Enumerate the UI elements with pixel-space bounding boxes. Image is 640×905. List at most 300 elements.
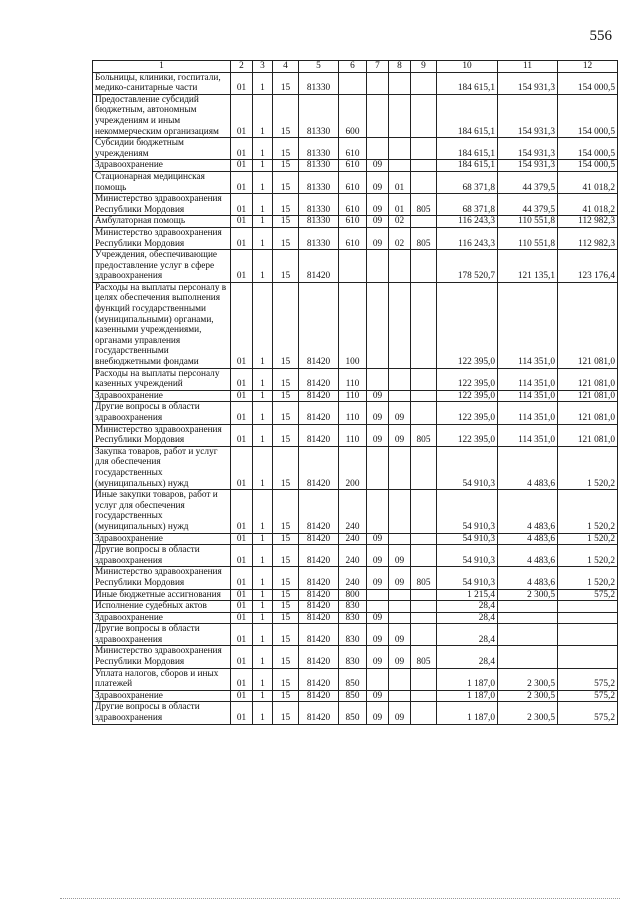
code-col-6: 830 <box>339 624 367 646</box>
code-col-7: 09 <box>367 612 389 624</box>
code-col-9: 805 <box>411 194 437 216</box>
code-col-6: 240 <box>339 490 367 533</box>
code-col-8 <box>389 138 411 160</box>
code-col-8: 09 <box>389 702 411 724</box>
code-col-3: 1 <box>253 601 273 613</box>
name-cell: Здравоохранение <box>93 390 231 402</box>
code-col-5: 81330 <box>299 171 339 193</box>
code-col-4: 15 <box>273 402 299 424</box>
name-cell: Иные закупки товаров, работ и услуг для обеспечения государственных (муниципальных) нужд <box>93 490 231 533</box>
code-col-2: 01 <box>231 668 253 690</box>
amount-col-12: 154 000,5 <box>558 94 618 137</box>
code-col-5: 81420 <box>299 668 339 690</box>
code-col-7: 09 <box>367 690 389 702</box>
amount-col-12: 154 000,5 <box>558 160 618 172</box>
code-col-5: 81420 <box>299 690 339 702</box>
code-col-5: 81420 <box>299 446 339 489</box>
amount-col-11: 4 483,6 <box>498 545 558 567</box>
amount-col-12 <box>558 624 618 646</box>
code-col-6: 200 <box>339 446 367 489</box>
column-header-10: 10 <box>437 61 498 73</box>
code-col-8: 09 <box>389 402 411 424</box>
amount-col-10: 178 520,7 <box>437 250 498 283</box>
amount-col-11: 4 483,6 <box>498 490 558 533</box>
name-cell: Другие вопросы в области здравоохранения <box>93 624 231 646</box>
amount-col-10: 1 187,0 <box>437 690 498 702</box>
code-col-9 <box>411 72 437 94</box>
amount-col-11 <box>498 646 558 668</box>
code-col-9 <box>411 216 437 228</box>
code-col-3: 1 <box>253 612 273 624</box>
code-col-4: 15 <box>273 668 299 690</box>
table-row <box>93 138 618 160</box>
code-col-3: 1 <box>253 402 273 424</box>
code-col-9: 805 <box>411 646 437 668</box>
code-col-3: 1 <box>253 646 273 668</box>
code-col-2: 01 <box>231 702 253 724</box>
code-col-7: 09 <box>367 390 389 402</box>
code-col-2: 01 <box>231 94 253 137</box>
amount-col-10: 54 910,3 <box>437 490 498 533</box>
code-col-5: 81420 <box>299 612 339 624</box>
amount-col-10: 184 615,1 <box>437 72 498 94</box>
code-col-5: 81420 <box>299 282 339 368</box>
amount-col-11: 110 551,8 <box>498 227 558 249</box>
code-col-3: 1 <box>253 589 273 601</box>
code-col-2: 01 <box>231 227 253 249</box>
amount-col-10: 28,4 <box>437 601 498 613</box>
code-col-9 <box>411 702 437 724</box>
name-cell: Здравоохранение <box>93 160 231 172</box>
table-row <box>93 545 618 567</box>
code-col-3: 1 <box>253 368 273 390</box>
code-col-2: 01 <box>231 216 253 228</box>
amount-col-12: 121 081,0 <box>558 390 618 402</box>
code-col-6: 240 <box>339 545 367 567</box>
code-col-5: 81420 <box>299 567 339 589</box>
code-col-5: 81420 <box>299 589 339 601</box>
amount-col-11: 4 483,6 <box>498 533 558 545</box>
table-row <box>93 490 618 533</box>
code-col-4: 15 <box>273 612 299 624</box>
amount-col-12: 154 000,5 <box>558 72 618 94</box>
code-col-5: 81420 <box>299 702 339 724</box>
amount-col-11: 114 351,0 <box>498 282 558 368</box>
code-col-7: 09 <box>367 545 389 567</box>
amount-col-12: 1 520,2 <box>558 446 618 489</box>
amount-col-11: 154 931,3 <box>498 138 558 160</box>
code-col-5: 81420 <box>299 402 339 424</box>
amount-col-10: 28,4 <box>437 646 498 668</box>
amount-col-11: 154 931,3 <box>498 160 558 172</box>
code-col-5: 81330 <box>299 194 339 216</box>
code-col-9: 805 <box>411 567 437 589</box>
column-header-2: 2 <box>231 61 253 73</box>
amount-col-10: 54 910,3 <box>437 567 498 589</box>
amount-col-11 <box>498 601 558 613</box>
code-col-5: 81330 <box>299 138 339 160</box>
code-col-4: 15 <box>273 194 299 216</box>
code-col-2: 01 <box>231 282 253 368</box>
amount-col-10: 28,4 <box>437 612 498 624</box>
code-col-3: 1 <box>253 702 273 724</box>
amount-col-10: 54 910,3 <box>437 446 498 489</box>
code-col-2: 01 <box>231 646 253 668</box>
code-col-5: 81330 <box>299 160 339 172</box>
table-row <box>93 646 618 668</box>
amount-col-10: 184 615,1 <box>437 160 498 172</box>
amount-col-10: 1 215,4 <box>437 589 498 601</box>
code-col-4: 15 <box>273 216 299 228</box>
code-col-6: 110 <box>339 402 367 424</box>
name-cell: Другие вопросы в области здравоохранения <box>93 702 231 724</box>
name-cell: Исполнение судебных актов <box>93 601 231 613</box>
code-col-7: 09 <box>367 171 389 193</box>
code-col-6: 610 <box>339 138 367 160</box>
name-cell: Здравоохранение <box>93 612 231 624</box>
amount-col-10: 122 395,0 <box>437 368 498 390</box>
code-col-5: 81330 <box>299 72 339 94</box>
table-row <box>93 227 618 249</box>
amount-col-10: 54 910,3 <box>437 545 498 567</box>
code-col-7 <box>367 138 389 160</box>
code-col-5: 81420 <box>299 545 339 567</box>
amount-col-12: 121 081,0 <box>558 402 618 424</box>
amount-col-12 <box>558 601 618 613</box>
code-col-4: 15 <box>273 601 299 613</box>
table-row <box>93 402 618 424</box>
code-col-8: 02 <box>389 227 411 249</box>
code-col-4: 15 <box>273 646 299 668</box>
name-cell: Расходы на выплаты персоналу казенных учреждений <box>93 368 231 390</box>
budget-table <box>92 60 618 725</box>
table-row <box>93 216 618 228</box>
code-col-4: 15 <box>273 160 299 172</box>
code-col-3: 1 <box>253 690 273 702</box>
code-col-5: 81420 <box>299 646 339 668</box>
code-col-9 <box>411 171 437 193</box>
amount-col-11: 154 931,3 <box>498 94 558 137</box>
code-col-6: 110 <box>339 390 367 402</box>
code-col-2: 01 <box>231 171 253 193</box>
table-row <box>93 171 618 193</box>
name-cell: Расходы на выплаты персоналу в целях обеспечения выполнения функций государственными (муниципальными) органами, казенными учреждениями, органами управления государственными внебюджетными фондами <box>93 282 231 368</box>
code-col-9 <box>411 533 437 545</box>
amount-col-12: 41 018,2 <box>558 194 618 216</box>
name-cell: Закупка товаров, работ и услуг для обеспечения государственных (муниципальных) нужд <box>93 446 231 489</box>
code-col-8: 01 <box>389 171 411 193</box>
code-col-6: 830 <box>339 601 367 613</box>
code-col-7: 09 <box>367 424 389 446</box>
code-col-2: 01 <box>231 601 253 613</box>
code-col-8 <box>389 690 411 702</box>
amount-col-10: 122 395,0 <box>437 390 498 402</box>
code-col-2: 01 <box>231 612 253 624</box>
code-col-6: 240 <box>339 533 367 545</box>
amount-col-12: 121 081,0 <box>558 424 618 446</box>
table-header-row <box>93 61 618 73</box>
code-col-8 <box>389 72 411 94</box>
column-header-4: 4 <box>273 61 299 73</box>
amount-col-12: 1 520,2 <box>558 533 618 545</box>
name-cell: Министерство здравоохранения Республики Мордовия <box>93 227 231 249</box>
code-col-4: 15 <box>273 490 299 533</box>
amount-col-12: 112 982,3 <box>558 216 618 228</box>
name-cell: Министерство здравоохранения Республики Мордовия <box>93 646 231 668</box>
code-col-3: 1 <box>253 160 273 172</box>
table-row <box>93 446 618 489</box>
code-col-7 <box>367 490 389 533</box>
code-col-9 <box>411 368 437 390</box>
code-col-7 <box>367 446 389 489</box>
amount-col-10: 1 187,0 <box>437 702 498 724</box>
amount-col-11: 2 300,5 <box>498 589 558 601</box>
code-col-6: 850 <box>339 702 367 724</box>
code-col-4: 15 <box>273 390 299 402</box>
code-col-8 <box>389 490 411 533</box>
amount-col-12: 575,2 <box>558 589 618 601</box>
amount-col-10: 28,4 <box>437 624 498 646</box>
table-row <box>93 390 618 402</box>
code-col-3: 1 <box>253 171 273 193</box>
name-cell: Уплата налогов, сборов и иных платежей <box>93 668 231 690</box>
amount-col-11: 2 300,5 <box>498 702 558 724</box>
column-header-12: 12 <box>558 61 618 73</box>
code-col-8: 09 <box>389 646 411 668</box>
code-col-7: 09 <box>367 624 389 646</box>
code-col-3: 1 <box>253 446 273 489</box>
column-header-11: 11 <box>498 61 558 73</box>
table-row <box>93 94 618 137</box>
amount-col-12: 575,2 <box>558 702 618 724</box>
amount-col-12: 41 018,2 <box>558 171 618 193</box>
amount-col-11: 2 300,5 <box>498 690 558 702</box>
column-header-3: 3 <box>253 61 273 73</box>
code-col-9 <box>411 250 437 283</box>
code-col-7 <box>367 601 389 613</box>
footer-rule <box>60 898 620 899</box>
amount-col-11: 110 551,8 <box>498 216 558 228</box>
code-col-8: 09 <box>389 545 411 567</box>
code-col-7: 09 <box>367 567 389 589</box>
table-row <box>93 624 618 646</box>
table-row <box>93 533 618 545</box>
code-col-3: 1 <box>253 138 273 160</box>
table-row <box>93 612 618 624</box>
amount-col-12: 575,2 <box>558 668 618 690</box>
code-col-7 <box>367 282 389 368</box>
amount-col-10: 68 371,8 <box>437 194 498 216</box>
code-col-4: 15 <box>273 446 299 489</box>
code-col-8: 02 <box>389 216 411 228</box>
code-col-4: 15 <box>273 624 299 646</box>
name-cell: Другие вопросы в области здравоохранения <box>93 402 231 424</box>
code-col-9 <box>411 612 437 624</box>
code-col-9 <box>411 545 437 567</box>
code-col-7: 09 <box>367 194 389 216</box>
code-col-3: 1 <box>253 94 273 137</box>
amount-col-12: 575,2 <box>558 690 618 702</box>
amount-col-11: 44 379,5 <box>498 194 558 216</box>
name-cell: Амбулаторная помощь <box>93 216 231 228</box>
amount-col-10: 122 395,0 <box>437 282 498 368</box>
code-col-4: 15 <box>273 72 299 94</box>
code-col-5: 81330 <box>299 227 339 249</box>
code-col-6 <box>339 250 367 283</box>
amount-col-10: 1 187,0 <box>437 668 498 690</box>
code-col-2: 01 <box>231 138 253 160</box>
code-col-8 <box>389 668 411 690</box>
amount-col-12: 154 000,5 <box>558 138 618 160</box>
table-row <box>93 424 618 446</box>
amount-col-12 <box>558 646 618 668</box>
code-col-6: 110 <box>339 368 367 390</box>
code-col-9 <box>411 282 437 368</box>
code-col-8 <box>389 390 411 402</box>
code-col-8 <box>389 160 411 172</box>
code-col-3: 1 <box>253 250 273 283</box>
code-col-2: 01 <box>231 160 253 172</box>
code-col-7 <box>367 94 389 137</box>
code-col-2: 01 <box>231 368 253 390</box>
code-col-8 <box>389 94 411 137</box>
code-col-8 <box>389 612 411 624</box>
code-col-9 <box>411 490 437 533</box>
code-col-6: 800 <box>339 589 367 601</box>
code-col-8: 09 <box>389 624 411 646</box>
code-col-5: 81420 <box>299 624 339 646</box>
name-cell: Министерство здравоохранения Республики Мордовия <box>93 194 231 216</box>
amount-col-10: 54 910,3 <box>437 533 498 545</box>
code-col-2: 01 <box>231 567 253 589</box>
column-header-7: 7 <box>367 61 389 73</box>
column-header-6: 6 <box>339 61 367 73</box>
code-col-2: 01 <box>231 402 253 424</box>
code-col-4: 15 <box>273 250 299 283</box>
column-header-8: 8 <box>389 61 411 73</box>
code-col-4: 15 <box>273 545 299 567</box>
code-col-3: 1 <box>253 194 273 216</box>
amount-col-12: 123 176,4 <box>558 250 618 283</box>
code-col-6 <box>339 72 367 94</box>
code-col-9 <box>411 138 437 160</box>
code-col-6: 110 <box>339 424 367 446</box>
code-col-7 <box>367 589 389 601</box>
code-col-9 <box>411 390 437 402</box>
code-col-5: 81330 <box>299 216 339 228</box>
code-col-5: 81420 <box>299 368 339 390</box>
code-col-8 <box>389 282 411 368</box>
table-row <box>93 690 618 702</box>
code-col-9 <box>411 690 437 702</box>
column-header-5: 5 <box>299 61 339 73</box>
code-col-6: 240 <box>339 567 367 589</box>
code-col-2: 01 <box>231 250 253 283</box>
code-col-2: 01 <box>231 72 253 94</box>
code-col-9: 805 <box>411 424 437 446</box>
code-col-8: 09 <box>389 424 411 446</box>
table-row <box>93 567 618 589</box>
table-row <box>93 282 618 368</box>
amount-col-12: 1 520,2 <box>558 545 618 567</box>
code-col-4: 15 <box>273 171 299 193</box>
amount-col-11: 114 351,0 <box>498 390 558 402</box>
code-col-6: 610 <box>339 194 367 216</box>
amount-col-12: 112 982,3 <box>558 227 618 249</box>
code-col-8 <box>389 533 411 545</box>
name-cell: Иные бюджетные ассигнования <box>93 589 231 601</box>
amount-col-11: 114 351,0 <box>498 402 558 424</box>
code-col-7 <box>367 668 389 690</box>
code-col-3: 1 <box>253 72 273 94</box>
code-col-6: 610 <box>339 160 367 172</box>
code-col-4: 15 <box>273 138 299 160</box>
code-col-6: 600 <box>339 94 367 137</box>
code-col-6: 850 <box>339 668 367 690</box>
name-cell: Предоставление субсидий бюджетным, автономным учреждениям и иным некоммерческим организациям <box>93 94 231 137</box>
code-col-3: 1 <box>253 668 273 690</box>
code-col-4: 15 <box>273 702 299 724</box>
code-col-4: 15 <box>273 589 299 601</box>
code-col-8 <box>389 368 411 390</box>
code-col-8 <box>389 589 411 601</box>
code-col-6: 850 <box>339 690 367 702</box>
amount-col-11: 2 300,5 <box>498 668 558 690</box>
amount-col-11: 44 379,5 <box>498 171 558 193</box>
table-row <box>93 368 618 390</box>
code-col-5: 81420 <box>299 490 339 533</box>
code-col-3: 1 <box>253 282 273 368</box>
amount-col-10: 116 243,3 <box>437 216 498 228</box>
amount-col-11: 154 931,3 <box>498 72 558 94</box>
code-col-7: 09 <box>367 227 389 249</box>
name-cell: Субсидии бюджетным учреждениям <box>93 138 231 160</box>
code-col-9 <box>411 94 437 137</box>
code-col-2: 01 <box>231 446 253 489</box>
name-cell: Здравоохранение <box>93 533 231 545</box>
code-col-5: 81420 <box>299 424 339 446</box>
code-col-5: 81420 <box>299 533 339 545</box>
code-col-8 <box>389 250 411 283</box>
code-col-7 <box>367 368 389 390</box>
code-col-4: 15 <box>273 533 299 545</box>
code-col-4: 15 <box>273 368 299 390</box>
code-col-2: 01 <box>231 533 253 545</box>
table-row <box>93 601 618 613</box>
name-cell: Больницы, клиники, госпитали, медико-санитарные части <box>93 72 231 94</box>
amount-col-11: 114 351,0 <box>498 424 558 446</box>
code-col-9 <box>411 402 437 424</box>
code-col-7: 09 <box>367 646 389 668</box>
table-row <box>93 589 618 601</box>
code-col-4: 15 <box>273 282 299 368</box>
amount-col-10: 122 395,0 <box>437 402 498 424</box>
code-col-6: 830 <box>339 646 367 668</box>
table-row <box>93 160 618 172</box>
code-col-2: 01 <box>231 424 253 446</box>
code-col-6: 100 <box>339 282 367 368</box>
name-cell: Другие вопросы в области здравоохранения <box>93 545 231 567</box>
name-cell: Стационарная медицинская помощь <box>93 171 231 193</box>
code-col-4: 15 <box>273 690 299 702</box>
code-col-9 <box>411 446 437 489</box>
code-col-7 <box>367 72 389 94</box>
code-col-3: 1 <box>253 390 273 402</box>
amount-col-10: 122 395,0 <box>437 424 498 446</box>
code-col-2: 01 <box>231 624 253 646</box>
amount-col-12: 121 081,0 <box>558 282 618 368</box>
code-col-9 <box>411 668 437 690</box>
